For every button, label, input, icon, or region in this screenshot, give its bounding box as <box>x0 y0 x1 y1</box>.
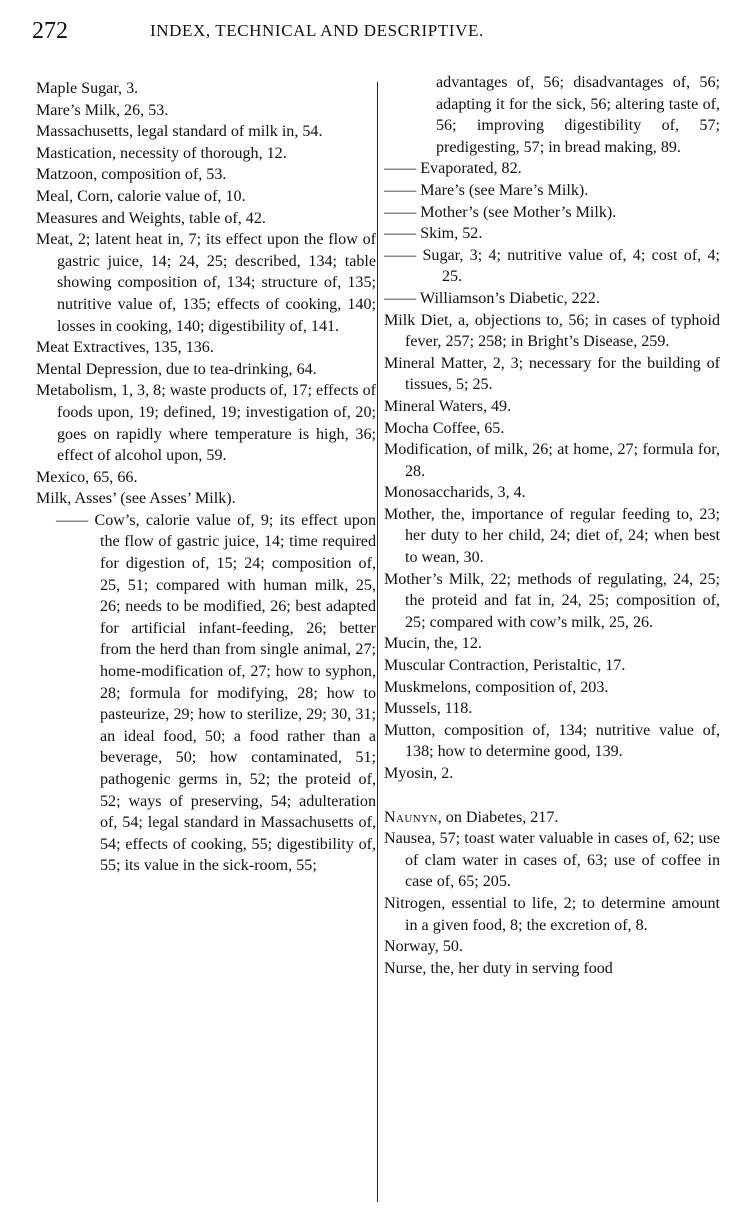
index-subentry: —— Skim, 52. <box>384 225 483 243</box>
index-entry: Massachusetts, legal standard of milk in, 54. <box>36 123 323 141</box>
index-entry <box>384 807 720 829</box>
index-entry: Metabolism, 1, 3, 8; waste products of, 17; effects of foods upon, 19; defined, 19; investigation of, 20; goes on rapidly where temperature is high, 36; effect of alcohol upon, 59. <box>36 382 376 465</box>
index-entry: Maple Sugar, 3. <box>36 80 139 97</box>
index-entry-text: , on Diabetes, 217. <box>437 808 559 826</box>
index-entry: Meal, Corn, calorie value of, 10. <box>36 187 246 205</box>
index-entry: Nausea, 57; toast water valuable in cases of, 62; use of clam water in cases of, 63; use of coffee in case of, 65; 205. <box>384 830 720 891</box>
index-subentry: —— Cow’s, calorie value of, 9; its effect upon the flow of gastric juice, 14; time required for digestion of, 15; 24; composition of, 25, 51; compared with human milk, 25, 26; needs to be modified, 26; best adapted for artificial infant-feeding, 26; better from the herd than from single animal, 27; home-modification of, 27; how to syphon, 28; formula for modifying, 28; how to pasteurize, 29; how to sterilize, 29; 30, 31; an ideal food, 50; a food rather than a beverage, 50; how contaminated, 51; pathogenic germs in, 52; the proteid of, 52; ways of preserving, 54; adulteration of, 54; legal standard in Massachusetts of, 54; effects of cooking, 55; digestibility of, 55; its value in the sick-room, 55; <box>56 511 376 875</box>
index-entry-lead: Naunyn <box>384 808 438 826</box>
index-entry: Nurse, the, her duty in serving food <box>384 959 613 977</box>
index-entry: Meat, 2; latent heat in, 7; its effect upon the flow of gastric juice, 14; 24, 25; described, 134; table showing composition of, 134; structure of, 135; nutritive value of, 135; effects of cooking, 140; losses in cooking, 140; digestibility of, 141. <box>36 231 376 335</box>
index-subentry: —— Mother’s (see Mother’s Milk). <box>384 203 617 221</box>
index-entry: Nitrogen, essential to life, 2; to determine amount in a given food, 8; the excretion of, 8. <box>384 894 720 934</box>
index-subentry: —— Mare’s (see Mare’s Milk). <box>384 181 589 199</box>
letter-section-gap <box>384 785 720 807</box>
index-subentry: —— Williamson’s Diabetic, 222. <box>384 289 600 307</box>
index-entry: Mental Depression, due to tea-drinking, 64. <box>36 360 317 378</box>
index-subentry: —— Evaporated, 82. <box>384 160 522 178</box>
index-entry: Mussels, 118. <box>384 700 473 718</box>
index-entry: Muscular Contraction, Peristaltic, 17. <box>384 657 626 675</box>
index-entry: Mare’s Milk, 26, 53. <box>36 101 169 119</box>
index-entry: Mineral Waters, 49. <box>384 397 512 415</box>
index-column-right <box>384 72 720 979</box>
index-entry: Mother’s Milk, 22; methods of regulating, 24, 25; the proteid and fat in, 24, 25; composition of, 25; compared with cow’s milk, 25, 26. <box>384 570 720 631</box>
column-divider <box>377 82 378 1202</box>
index-entry: Mexico, 65, 66. <box>36 468 138 486</box>
index-entry: Mucin, the, 12. <box>384 635 482 653</box>
index-entry: Mocha Coffee, 65. <box>384 419 505 437</box>
index-entry: Milk Diet, a, objections to, 56; in cases of typhoid fever, 257; 258; in Bright’s Disease, 259. <box>384 311 720 351</box>
index-entry: Matzoon, composition of, 53. <box>36 166 227 184</box>
index-entry: Modification, of milk, 26; at home, 27; formula for, 28. <box>384 441 720 480</box>
index-column-left <box>36 78 376 877</box>
index-entry: Meat Extractives, 135, 136. <box>36 339 214 357</box>
running-title: INDEX, TECHNICAL AND DESCRIPTIVE. <box>150 21 484 40</box>
index-entry: Measures and Weights, table of, 42. <box>36 209 266 227</box>
page-header <box>32 18 720 52</box>
page-number: 272 <box>32 18 68 44</box>
index-entry: Mineral Matter, 2, 3; necessary for the building of tissues, 5; 25. <box>384 354 720 394</box>
index-entry-continuation: advantages of, 56; disadvantages of, 56; adapting it for the sick, 56; altering taste of, 56; improving digestibility of, 57; predigesting, 57; in bread making, 89. <box>436 74 720 156</box>
index-subentry: —— Sugar, 3; 4; nutritive value of, 4; cost of, 4; 25. <box>384 246 720 286</box>
index-entry: Monosaccharids, 3, 4. <box>384 484 526 502</box>
index-entry: Muskmelons, composition of, 203. <box>384 678 609 696</box>
index-entry: Milk, Asses’ (see Asses’ Milk). <box>36 490 236 508</box>
index-entry: Mother, the, importance of regular feeding to, 23; her duty to her child, 24; diet of, 24; when best to wean, 30. <box>384 505 720 567</box>
index-entry: Norway, 50. <box>384 938 463 956</box>
index-entry: Mastication, necessity of thorough, 12. <box>36 144 287 162</box>
index-entry: Mutton, composition of, 134; nutritive value of, 138; how to determine good, 139. <box>384 721 720 761</box>
index-entry: Myosin, 2. <box>384 765 454 782</box>
